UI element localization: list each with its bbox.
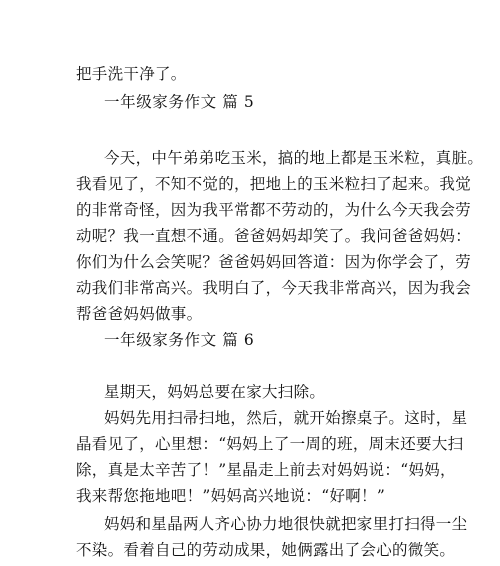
paragraph-line: 晶看见了，心里想：“妈妈上了一周的班，周末还要大扫 [76,435,464,453]
paragraph-line: 我来帮您拖地吧！”妈妈高兴地说：“好啊！” [76,487,386,505]
paragraph-line: 我看见了，不知不觉的，把地上的玉米粒扫了起来。我觉 [76,175,472,193]
paragraph-line: 动我们非常高兴。我明白了，今天我非常高兴，因为我会 [76,279,472,297]
paragraph-line: 的非常奇怪，因为我平常都不劳动的，为什么今天我会劳 [76,201,472,219]
paragraph-line: 除，真是太辛苦了！”星晶走上前去对妈妈说：“妈妈， [76,461,456,479]
paragraph-line: 你们为什么会笑呢？爸爸妈妈回答道：因为你学会了，劳 [76,253,472,271]
paragraph-line: 妈妈先用扫帚扫地，然后，就开始擦桌子。这时，星 [104,409,468,427]
section-heading: 一年级家务作文 篇 6 [104,331,255,349]
paragraph-line: 帮爸爸妈妈做事。 [76,305,203,323]
paragraph-line: 动呢？我一直想不通。爸爸妈妈却笑了。我问爸爸妈妈： [76,227,472,245]
paragraph-line: 今天，中午弟弟吃玉米，搞的地上都是玉米粒，真脏。 [104,149,484,167]
paragraph-line: 不染。看着自己的劳动成果，她俩露出了会心的微笑。 [76,541,456,559]
paragraph-line: 妈妈和星晶两人齐心协力地很快就把家里打扫得一尘 [104,515,468,533]
section-heading: 一年级家务作文 篇 5 [104,93,255,111]
paragraph-line: 把手洗干净了。 [76,65,187,83]
paragraph-line: 星期天，妈妈总要在家大扫除。 [104,383,326,401]
